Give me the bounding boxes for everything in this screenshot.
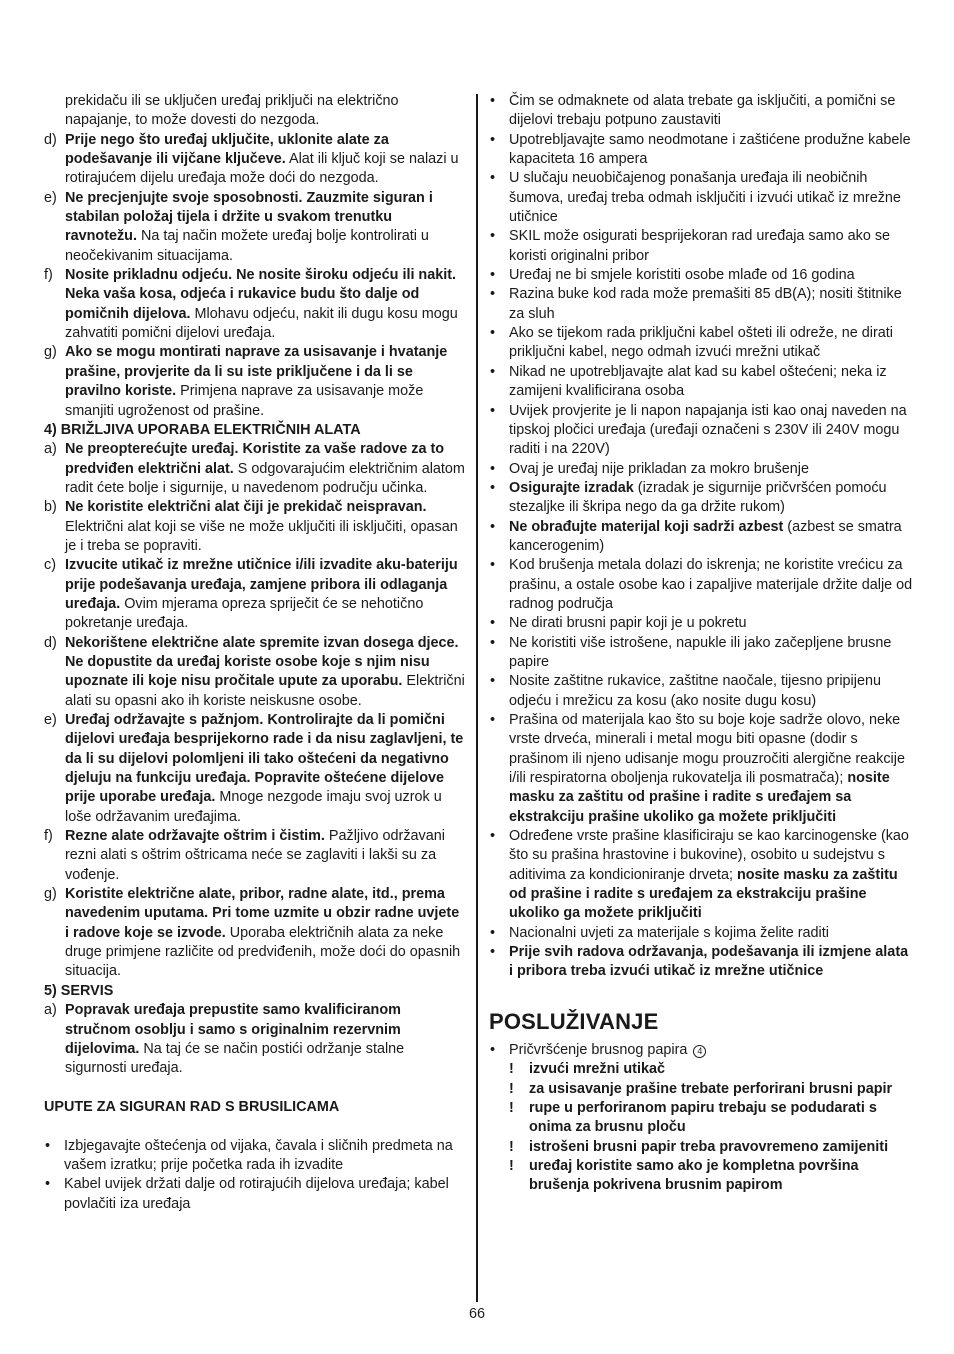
bullet-text: Uvijek provjerite je li napon napajanja isti kao onaj naveden na tipskoj pločici uređaja (uređaji označeni s 230V ili 240V mogu raditi i na 220V) bbox=[509, 402, 907, 458]
list-item bbox=[44, 634, 466, 711]
bullet-icon: • bbox=[45, 1176, 51, 1193]
bullet-icon: • bbox=[490, 518, 496, 535]
bullet-text: (azbest se smatra kancerogenim) bbox=[509, 518, 902, 554]
bullet-text: Nacionalni uvjeti za materijale s kojima želite raditi bbox=[509, 924, 829, 941]
bullet-icon: • bbox=[490, 924, 496, 941]
warning-text: izvući mrežni utikač bbox=[529, 1061, 665, 1078]
warning-list bbox=[489, 1060, 913, 1195]
section-5-heading: 5) SERVIS bbox=[44, 982, 114, 999]
bullet-icon: • bbox=[490, 479, 496, 496]
bullet-item bbox=[489, 266, 913, 285]
item-text: Pažljivo održavani rezni alati s oštrim oštricama neće se zaglaviti i lakši su za vođenje. bbox=[65, 828, 445, 883]
bullet-item bbox=[489, 672, 913, 711]
bullet-item bbox=[489, 518, 913, 557]
item-marker: d) bbox=[44, 131, 57, 148]
warning-text: istrošeni brusni papir treba pravovremeno zamijeniti bbox=[529, 1138, 889, 1155]
warning-text: uređaj koristite samo ako je kompletna površina brušenja pokrivena brusnim papirom bbox=[529, 1157, 859, 1194]
item-marker: g) bbox=[44, 886, 57, 903]
item-text: S odgovarajućim električnim alatom radit ćete bolje i sigurnije, u navedenom području učinka. bbox=[65, 460, 465, 496]
exclamation-icon: ! bbox=[509, 1138, 514, 1155]
item-text: Na taj će se način postići održanje stalne sigurnosti uređaja. bbox=[65, 1040, 405, 1077]
bullet-text: Upotrebljavajte samo neodmotane i zaštićene produžne kabele kapaciteta 16 ampera bbox=[509, 131, 911, 168]
bullet-icon: • bbox=[490, 170, 496, 187]
item-marker: c) bbox=[44, 557, 56, 574]
item-marker: e) bbox=[44, 712, 57, 728]
bullet-item bbox=[44, 1137, 466, 1176]
item-bold-text: Ne preopterećujte uređaj. Koristite za vaše radove za to predviđen električni alat. bbox=[65, 441, 445, 477]
bullet-item bbox=[489, 402, 913, 460]
item-bold-text: Ne precjenjujte svoje sposobnosti. Zauzmite siguran i stabilan položaj tijela i držite u svakom trenutku ravnotežu. bbox=[65, 189, 433, 245]
list-item bbox=[44, 827, 466, 885]
right-column bbox=[489, 92, 913, 1196]
warning-text: rupe u perforiranom papiru trebaju se podudarati s onima za brusnu ploču bbox=[529, 1099, 877, 1136]
warning-item bbox=[489, 1157, 913, 1196]
column-divider bbox=[476, 94, 478, 1302]
bullet-text: Nosite zaštitne rukavice, zaštitne naočale, tijesno pripijenu odjeću i mrežicu za kosu (ako nosite dugu kosu) bbox=[509, 673, 881, 709]
item-text: Na taj način možete uređaj bolje kontrolirati u neočekivanim situacijama. bbox=[65, 228, 429, 264]
section-4-heading: 4) BRIŽLJIVA UPORABA ELEKTRIČNIH ALATA bbox=[44, 421, 361, 438]
bullet-icon: • bbox=[490, 557, 496, 574]
bullet-text: Određene vrste prašine klasificiraju se kao karcinogenske (kao što su prašina hrastovine i bukovine), osobito u sudejstvu s aditivima za kondicioniranje drveta; bbox=[509, 828, 909, 883]
bullet-item bbox=[489, 634, 913, 673]
bullet-bold-text: Ne obrađujte materijal koji sadrži azbest bbox=[509, 518, 784, 535]
bullet-text: U slučaju neuobičajenog ponašanja uređaja ili neobičnih šumova, uređaj treba odmah isključiti i izvući utikač iz mrežne utičnice bbox=[509, 170, 901, 226]
bullet-icon: • bbox=[490, 228, 496, 245]
bullet-icon: • bbox=[490, 131, 496, 148]
bullet-bold-text: nosite masku za zaštitu od prašine i radite s uređajem sa ekstrakciju prašine ukoliko ga možete priključiti bbox=[509, 770, 890, 825]
safety-heading: UPUTE ZA SIGURAN RAD S BRUSILICAMA bbox=[44, 1098, 340, 1115]
bullet-icon: • bbox=[490, 944, 496, 961]
bullet-bold-text: Prije svih radova održavanja, podešavanja ili izmjene alata i pribora treba izvući utikač iz mrežne utičnice bbox=[509, 944, 909, 980]
bullet-text: Kabel uvijek držati dalje od rotirajućih dijelova uređaja; kabel povlačiti iza uređaja bbox=[64, 1176, 449, 1212]
list-item bbox=[44, 343, 466, 420]
warning-item bbox=[489, 1099, 913, 1138]
bullet-item bbox=[489, 131, 913, 170]
bullet-text: Izbjegavajte oštećenja od vijaka, čavala i sličnih predmeta na vašem izratku; prije početka rada ih izvadite bbox=[64, 1137, 453, 1173]
warning-item bbox=[489, 1060, 913, 1079]
list-item bbox=[44, 266, 466, 343]
operation-heading: POSLUŽIVANJE bbox=[489, 1008, 659, 1034]
bullet-item bbox=[489, 92, 913, 131]
bullet-icon: • bbox=[490, 615, 496, 632]
bullet-item bbox=[489, 614, 913, 633]
bullet-icon: • bbox=[490, 286, 496, 303]
item-bold-text: Ne koristite električni alat čiji je prekidač neispravan. bbox=[65, 499, 427, 516]
item-marker: e) bbox=[44, 189, 57, 206]
bullet-item bbox=[489, 460, 913, 479]
item-text: Mnoge nezgode imaju svoj uzrok u loše održavanim uređajima. bbox=[65, 789, 442, 825]
bullet-item bbox=[489, 324, 913, 363]
bullet-text: Prašina od materijala kao što su boje koje sadrže olovo, neke vrste drveća, minerali i metal mogu biti opasne (dodir s prašinom ili njeno udisanje mogu prouzročiti alergične reakcije i/ili respiratorna oboljenja rukovatelja ili posmatrača); bbox=[509, 712, 905, 787]
item-marker: d) bbox=[44, 634, 57, 651]
warning-text: za usisavanje prašine trebate perforirani brusni papir bbox=[529, 1080, 893, 1097]
bullet-text: (izradak je sigurnije pričvršćen pomoću stezaljke ili škripa nego da ga držite rukom) bbox=[509, 479, 887, 516]
bullet-icon: • bbox=[490, 363, 496, 380]
item-bold-text: Uređaj održavajte s pažnjom. Kontrolirajte da li pomični dijelovi uređaja besprijekorno rade i da nisu zaglavljeni, te da li su dijelovi polomljeni ili tako oštećeni da negativno djeluju na funkciju uređaja. Popravite oštećene dijelove prije uporabe uređaja. bbox=[65, 712, 464, 806]
item-text: Alat ili ključ koji se nalazi u rotirajućem dijelu uređaja može doći do nezgoda. bbox=[65, 151, 459, 187]
bullet-item bbox=[489, 943, 913, 982]
bullet-icon: • bbox=[490, 828, 496, 845]
list-item bbox=[44, 498, 466, 556]
item-text: Primjena naprave za usisavanje može smanjiti ugroženost od prašine. bbox=[65, 383, 424, 419]
bullet-text: Ovaj je uređaj nije prikladan za mokro brušenje bbox=[509, 460, 809, 477]
item-bold-text: Nekorištene električne alate spremite izvan dosega djece. Ne dopustite da uređaj koriste osobe koje s njim nisu upoznate ili koje nisu pročitale upute za uporabu. bbox=[65, 634, 459, 690]
exclamation-icon: ! bbox=[509, 1099, 514, 1116]
bullet-icon: • bbox=[490, 93, 496, 109]
bullet-icon: • bbox=[490, 712, 496, 728]
list-item bbox=[44, 440, 466, 498]
bullet-text: SKIL može osigurati besprijekoran rad uređaja samo ako se koristi originalni pribor bbox=[509, 228, 891, 264]
bullet-item bbox=[44, 1175, 466, 1214]
bullet-icon: • bbox=[490, 325, 496, 342]
item-text: Uporaba električnih alata za neke druge primjene različite od predviđenih, može doći do opasnih situacija. bbox=[65, 924, 461, 980]
bullet-bold-text: nosite masku za zaštitu od prašine i radite s uređajem za ekstrakciju prašine ukoliko ga možete priključiti bbox=[509, 866, 898, 922]
bullet-text: Ne koristiti više istrošene, napukle ili jako začepljene brusne papire bbox=[509, 634, 892, 670]
list-item bbox=[44, 189, 466, 266]
bullet-text: Nikad ne upotrebljavajte alat kad su kabel oštećeni; neka iz zamijeni kvalificirana osoba bbox=[509, 363, 887, 400]
exclamation-icon: ! bbox=[509, 1061, 514, 1078]
bullet-icon: • bbox=[45, 1137, 51, 1154]
exclamation-icon: ! bbox=[509, 1080, 514, 1097]
list-item bbox=[44, 1001, 466, 1078]
list-item bbox=[44, 131, 466, 189]
operation-item bbox=[489, 1041, 913, 1060]
item-bold-text: Popravak uređaja prepustite samo kvalificiranom stručnom osoblju i samo s originalnim rezervnim dijelovima. bbox=[65, 1002, 401, 1057]
list-item bbox=[44, 556, 466, 633]
bullet-item bbox=[489, 827, 913, 924]
bullet-bold-text: Osigurajte izradak bbox=[509, 479, 634, 496]
item-bold-text: Ako se mogu montirati naprave za usisavanje i hvatanje prašine, provjerite da li su iste priključene i da li se pravilno koriste. bbox=[65, 344, 448, 400]
item-bold-text: Prije nego što uređaj uključite, uklonite alate za podešavanje ili vijčane ključeve. bbox=[65, 131, 389, 168]
item-marker: b) bbox=[44, 499, 57, 516]
bullet-icon: • bbox=[490, 673, 496, 690]
item-bold-text: Rezne alate održavajte oštrim i čistim. bbox=[65, 828, 325, 845]
warning-item bbox=[489, 1080, 913, 1099]
bullet-text: Ne dirati brusni papir koji je u pokretu bbox=[509, 615, 747, 632]
item-text: Mlohavu odjeću, nakit ili dugu kosu mogu zahvatiti pomični dijelovi uređaja. bbox=[65, 305, 458, 342]
item-bold-text: Koristite električne alate, pribor, radne alate, itd., prema navedenim uputama. Pri tome uzmite u obzir radne uvjete i radove koje se izvode. bbox=[65, 886, 460, 941]
section-5-items bbox=[44, 1001, 466, 1078]
section-4-items bbox=[44, 440, 466, 982]
bullet-text: Uređaj ne bi smjele koristiti osobe mlađe od 16 godina bbox=[509, 267, 855, 284]
intro-continuation: prekidaču ili se uključen uređaj priključi na električno napajanje, to može dovesti do nezgoda. bbox=[65, 93, 399, 129]
item-bold-text: Nosite prikladnu odjeću. Ne nosite široku odjeću ili nakit. Neka vaša kosa, odjeća i rukavice budu što dalje od pomičnih dijelova. bbox=[65, 267, 457, 322]
bullet-item bbox=[489, 363, 913, 402]
item-marker: a) bbox=[44, 441, 57, 458]
item-marker: a) bbox=[44, 1002, 57, 1019]
bullet-icon: • bbox=[490, 634, 496, 651]
bullet-item bbox=[489, 556, 913, 614]
list-item bbox=[44, 711, 466, 827]
list-item bbox=[44, 885, 466, 982]
right-bullet-list bbox=[489, 92, 913, 982]
warning-item bbox=[489, 1138, 913, 1157]
bullet-icon: • bbox=[490, 1041, 496, 1058]
bullet-text: Razina buke kod rada može premašiti 85 dB(A); nositi štitnike za sluh bbox=[509, 286, 902, 322]
item-marker: f) bbox=[44, 828, 53, 845]
left-bullet-list bbox=[44, 1137, 466, 1214]
bullet-item bbox=[489, 285, 913, 324]
item-text: Električni alati su opasni ako ih koriste neiskusne osobe. bbox=[65, 673, 465, 709]
page-number: 66 bbox=[468, 1306, 485, 1322]
item-marker: g) bbox=[44, 344, 57, 361]
bullet-item bbox=[489, 924, 913, 943]
bullet-text: Ako se tijekom rada priključni kabel ošteti ili odreže, ne dirati priključni kabel, nego odmah izvući mrežni utikač bbox=[509, 325, 893, 361]
bullet-item bbox=[489, 169, 913, 227]
exclamation-icon: ! bbox=[509, 1157, 514, 1174]
bullet-item bbox=[489, 479, 913, 518]
bullet-item bbox=[489, 711, 913, 827]
item-bold-text: Izvucite utikač iz mrežne utičnice i/ili izvadite aku-bateriju prije podešavanja uređaja, zamjene pribora ili odlaganja uređaja. bbox=[65, 557, 458, 612]
item-marker: f) bbox=[44, 267, 53, 284]
bullet-item bbox=[489, 227, 913, 266]
bullet-icon: • bbox=[490, 460, 496, 477]
section-3-items bbox=[44, 131, 466, 421]
item-text: Električni alat koji se više ne može uključiti ili isključiti, opasan je i treba se popraviti. bbox=[65, 518, 458, 554]
bullet-text: Kod brušenja metala dolazi do iskrenja; ne koristite vrećicu za prašinu, a ostale osobe kao i zapaljive materijale držite dalje od radnog područja bbox=[509, 557, 913, 612]
item-text: Ovim mjerama opreza spriječit će se nehotično pokretanje uređaja. bbox=[65, 595, 424, 632]
bullet-icon: • bbox=[490, 267, 496, 284]
figure-reference-icon: 4 bbox=[693, 1045, 706, 1058]
bullet-icon: • bbox=[490, 402, 496, 419]
left-column bbox=[44, 92, 466, 1214]
bullet-text: Čim se odmaknete od alata trebate ga isključiti, a pomični se dijelovi trebaju potpuno zaustaviti bbox=[509, 93, 896, 129]
operation-item-text: Pričvršćenje brusnog papira bbox=[509, 1041, 688, 1058]
